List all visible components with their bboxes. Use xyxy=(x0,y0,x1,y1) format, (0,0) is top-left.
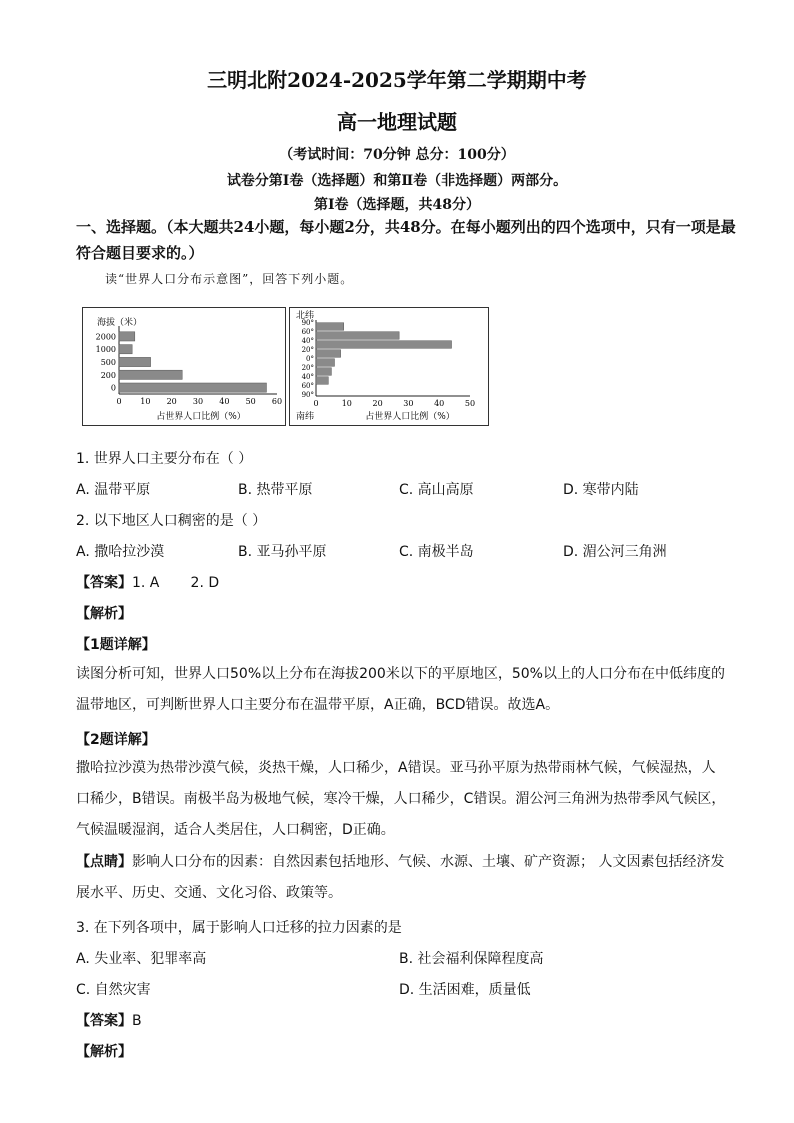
q3-stem: 3. 在下列各项中，属于影响人口迁移的拉力因素的是 xyxy=(76,920,402,936)
y-tick-label: 0 xyxy=(110,383,116,393)
q1-option-b: B. 热带平原 xyxy=(238,482,313,498)
note-tag: 【点睛】 xyxy=(76,854,132,870)
y-tick-label: 20° xyxy=(301,346,314,354)
x-tick-label: 40 xyxy=(219,397,230,406)
bar xyxy=(316,350,341,358)
y-tick-label: 500 xyxy=(100,358,116,367)
x-tick-label: 10 xyxy=(140,397,151,406)
bar xyxy=(119,383,266,392)
answer-tag: 【答案】 xyxy=(76,575,132,591)
y-tick-label: 60° xyxy=(301,382,314,390)
x-axis-label: 占世界人口比例（%） xyxy=(365,412,455,422)
altitude-chart xyxy=(83,308,285,425)
bar xyxy=(119,370,182,379)
latitude-chart xyxy=(290,308,488,425)
q1-option-d: D. 寒带内陆 xyxy=(563,482,639,498)
q3-option-a: A. 失业率、犯罪率高 xyxy=(76,951,207,967)
x-tick-label: 30 xyxy=(403,399,414,408)
bar xyxy=(316,368,331,376)
x-tick-label: 20 xyxy=(372,399,383,408)
q3-option-c: C. 自然灾害 xyxy=(76,982,151,998)
south-latitude-label: 南纬 xyxy=(296,412,315,422)
y-tick-label: 40° xyxy=(301,337,314,345)
q2-option-b: B. 亚马孙平原 xyxy=(238,544,327,560)
q2-stem: 2. 以下地区人口稠密的是（ ） xyxy=(76,513,267,529)
exam-structure: 试卷分第Ⅰ卷（选择题）和第Ⅱ卷（非选择题）两部分。 xyxy=(226,173,568,189)
x-tick-label: 10 xyxy=(341,399,352,408)
bar xyxy=(316,341,452,349)
answer3-tag: 【答案】 xyxy=(76,1013,132,1029)
x-tick-label: 30 xyxy=(192,397,204,406)
note-block xyxy=(76,847,726,909)
x-tick-label: 60 xyxy=(271,397,283,406)
part1-heading: 第Ⅰ卷（选择题，共48分） xyxy=(313,197,481,213)
north-latitude-label: 北纬 xyxy=(296,311,315,321)
exam-subtitle: 高一地理试题 xyxy=(337,110,457,134)
exam-title: 三明北附2024-2025学年第二学期期中考 xyxy=(207,68,587,92)
y-tick-label: 20° xyxy=(301,364,314,372)
detail1-text: 读图分析可知，世界人口50%以上分布在海拔200米以下的平原地区，50%以上的人口分布在中低纬度的温带地区，可判断世界人口主要分布在温带平原，A正确，BCD错误。故选A。 xyxy=(76,666,725,713)
detail1-tag: 【1题详解】 xyxy=(76,637,156,653)
answer3-text: B xyxy=(132,1013,142,1029)
answer-12 xyxy=(76,572,219,592)
bar xyxy=(119,332,135,341)
bar xyxy=(316,359,334,367)
x-tick-label: 0 xyxy=(313,399,319,408)
section1-intro: 读“世界人口分布示意图”，回答下列小题。 xyxy=(105,272,354,286)
q2-option-c: C. 南极半岛 xyxy=(399,544,474,560)
x-tick-label: 50 xyxy=(464,399,476,408)
section1-heading: 一、选择题。（本大题共24小题，每小题2分，共48分。在每小题列出的四个选项中，只有一项是最符合题目要求的。） xyxy=(76,218,736,262)
q3-option-d: D. 生活困难，质量低 xyxy=(399,982,531,998)
y-tick-label: 0° xyxy=(306,355,314,363)
detail2-tag: 【2题详解】 xyxy=(76,732,156,748)
q1-stem: 1. 世界人口主要分布在（ ） xyxy=(76,451,253,467)
q1-option-c: C. 高山高原 xyxy=(399,482,474,498)
answer-text: 1. A 2. D xyxy=(132,575,220,591)
answer-3 xyxy=(76,1010,142,1030)
q1-option-a: A. 温带平原 xyxy=(76,482,151,498)
x-tick-label: 50 xyxy=(245,397,256,406)
y-axis-label: 海拔（米） xyxy=(97,318,143,328)
x-tick-label: 40 xyxy=(434,399,445,408)
analysis3-tag: 【解析】 xyxy=(76,1044,132,1060)
bar xyxy=(316,332,399,340)
bar xyxy=(119,357,151,366)
y-tick-label: 40° xyxy=(301,373,314,381)
x-tick-label: 20 xyxy=(166,397,177,406)
bar xyxy=(119,345,132,354)
altitude-chart-box xyxy=(82,307,286,426)
note-text: 影响人口分布的因素：自然因素包括地形、气候、水源、土壤、矿产资源； 人文因素包括经济发展水平、历史、交通、文化习俗、政策等。 xyxy=(76,854,725,901)
latitude-chart-box xyxy=(289,307,489,426)
y-tick-label: 90° xyxy=(301,319,314,327)
y-tick-label: 60° xyxy=(301,328,314,336)
q2-option-d: D. 湄公河三角洲 xyxy=(563,544,667,560)
x-tick-label: 0 xyxy=(116,397,122,406)
analysis-tag: 【解析】 xyxy=(76,606,132,622)
bar xyxy=(316,377,328,385)
y-tick-label: 200 xyxy=(100,370,116,380)
y-tick-label: 90° xyxy=(301,391,314,399)
exam-info: （考试时间：70分钟 总分：100分） xyxy=(279,147,515,163)
detail2-text: 撒哈拉沙漠为热带沙漠气候，炎热干燥，人口稀少，A错误。亚马孙平原为热带雨林气候，气候湿热，人口稀少，B错误。南极半岛为极地气候，寒冷干燥，人口稀少，C错误。湄公河三角洲为热带季风气候区，气候温暖湿润，适合人类居住，人口稠密，D正确。 xyxy=(76,760,726,838)
y-tick-label: 2000 xyxy=(95,332,116,342)
q2-option-a: A. 撒哈拉沙漠 xyxy=(76,544,165,560)
x-axis-label: 占世界人口比例（%） xyxy=(156,412,246,422)
q3-option-b: B. 社会福利保障程度高 xyxy=(399,951,544,967)
bar xyxy=(316,323,344,331)
y-tick-label: 1000 xyxy=(95,345,116,355)
